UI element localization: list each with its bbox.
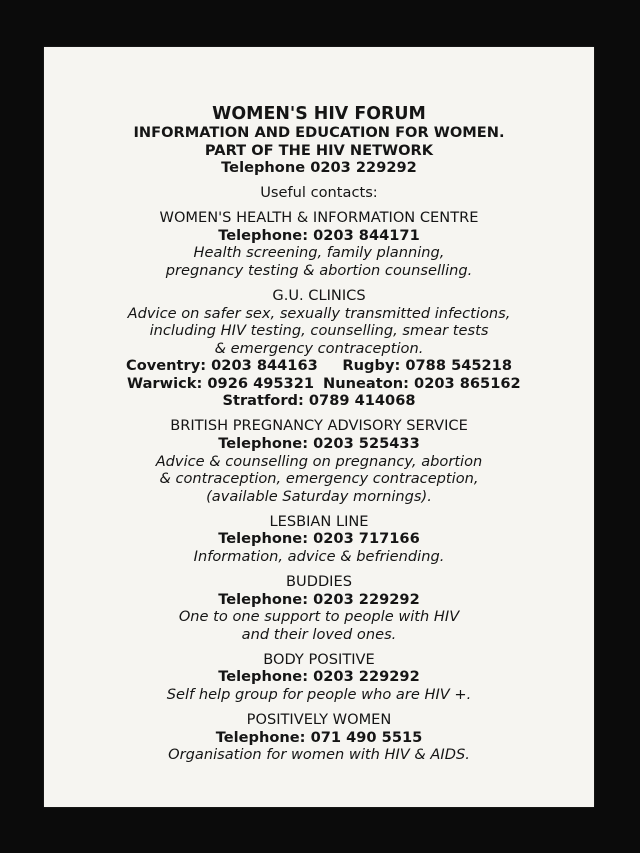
section-telephone-womens-health: Telephone: 0203 844171 bbox=[218, 226, 420, 244]
section-description-line: One to one support to people with HIV bbox=[178, 608, 460, 626]
section-description-line: and their loved ones. bbox=[241, 625, 397, 643]
section-name-buddies: BUDDIES bbox=[286, 573, 352, 590]
section-name-womens-health: WOMEN'S HEALTH & INFORMATION CENTRE bbox=[159, 209, 479, 227]
section-description-line: Health screening, family planning, bbox=[193, 244, 445, 262]
section-telephone-lesbian-line: Telephone: 0203 717166 bbox=[218, 530, 420, 548]
section-description-line: & contraception, emergency contraception, bbox=[159, 470, 479, 488]
clinic-row-warwick-nuneaton bbox=[44, 375, 594, 393]
clinic-warwick: Warwick: 0926 495321 bbox=[127, 374, 315, 392]
section-name-positively-women: POSITIVELY WOMEN bbox=[246, 710, 392, 728]
clinic-rugby: Rugby: 0788 545218 bbox=[342, 357, 512, 375]
section-name-bpas: BRITISH PREGNANCY ADVISORY SERVICE bbox=[170, 417, 468, 435]
forum-telephone: Telephone 0203 229292 bbox=[221, 159, 417, 177]
section-description-line: pregnancy testing & abortion counselling. bbox=[165, 261, 473, 279]
section-telephone-body-positive: Telephone: 0203 229292 bbox=[218, 668, 420, 686]
leaflet-card bbox=[44, 47, 594, 807]
section-description-line: Organisation for women with HIV & AIDS. bbox=[168, 746, 470, 764]
section-name-body-positive: BODY POSITIVE bbox=[263, 650, 375, 668]
section-name-lesbian-line: LESBIAN LINE bbox=[269, 512, 369, 530]
section-description-line: including HIV testing, counselling, smear tests bbox=[149, 322, 489, 340]
section-telephone-buddies: Telephone: 0203 229292 bbox=[218, 590, 420, 608]
section-description-line: Advice & counselling on pregnancy, abortion bbox=[155, 452, 483, 470]
section-description-line: (available Saturday mornings). bbox=[206, 487, 432, 505]
leaflet-content bbox=[44, 105, 594, 764]
section-telephone-bpas: Telephone: 0203 525433 bbox=[218, 435, 420, 453]
useful-contacts-heading: Useful contacts: bbox=[260, 184, 378, 202]
section-description-line: Information, advice & befriending. bbox=[193, 548, 445, 566]
clinic-row-coventry-rugby bbox=[44, 357, 594, 375]
clinic-stratford: Stratford: 0789 414068 bbox=[222, 392, 416, 410]
section-telephone-positively-women: Telephone: 071 490 5515 bbox=[215, 728, 423, 746]
clinic-nuneaton: Nuneaton: 0203 865162 bbox=[323, 374, 521, 392]
forum-title: WOMEN'S HIV FORUM bbox=[212, 104, 426, 124]
section-description-line: & emergency contraception. bbox=[214, 339, 424, 357]
clinic-coventry: Coventry: 0203 844163 bbox=[126, 357, 318, 375]
forum-subtitle: INFORMATION AND EDUCATION FOR WOMEN. bbox=[133, 124, 505, 141]
section-name-gu-clinics: G.U. CLINICS bbox=[272, 286, 366, 304]
section-description-line: Advice on safer sex, sexually transmitted infections, bbox=[127, 304, 511, 322]
section-description-line: Self help group for people who are HIV +. bbox=[166, 685, 472, 703]
forum-network: PART OF THE HIV NETWORK bbox=[204, 141, 434, 159]
